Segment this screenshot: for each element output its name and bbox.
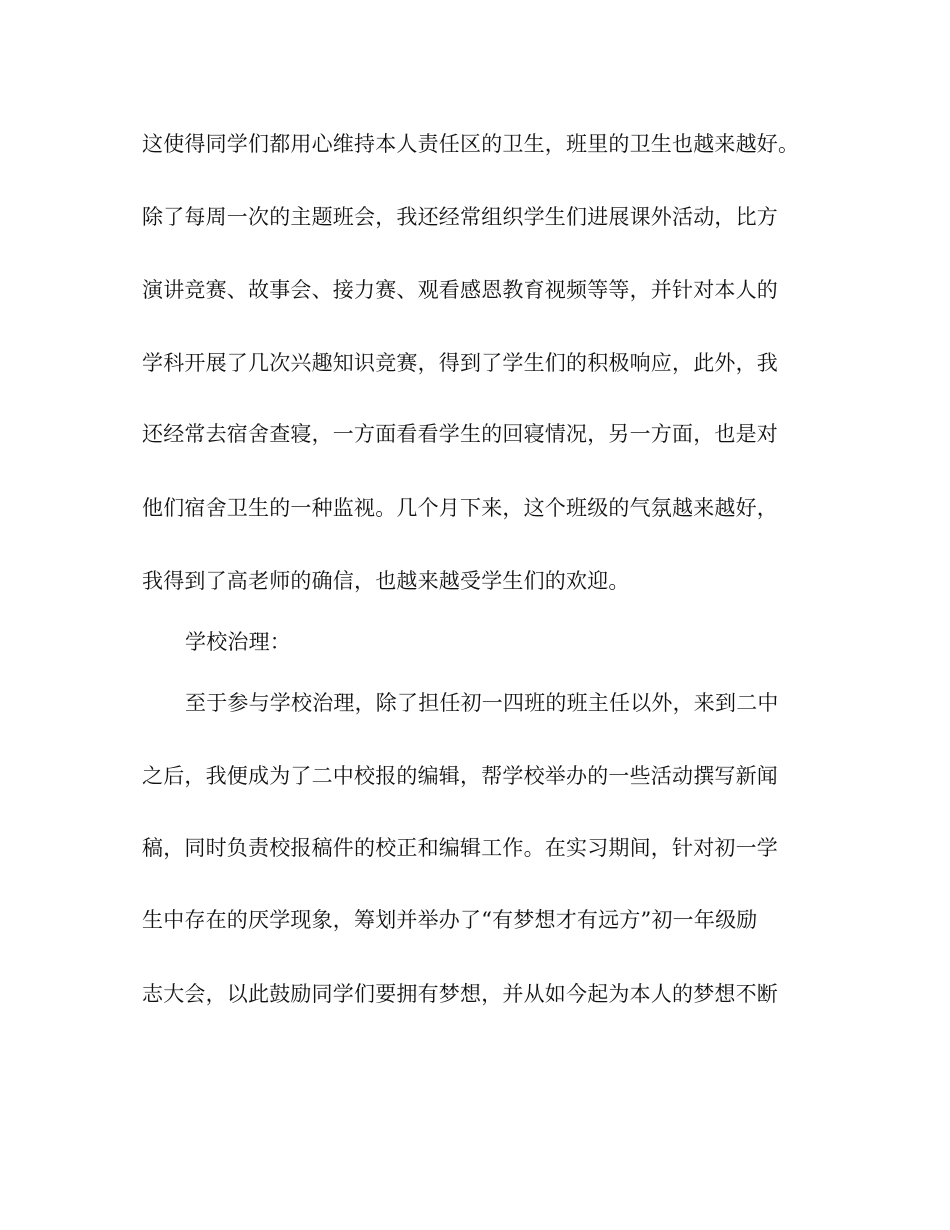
text-line-6: 他们宿舍卫生的一种监视。几个月下来，这个班级的气氛越来越好，: [142, 496, 778, 520]
text-line-7: 我得到了高老师的确信，也越来越受学生们的欢迎。: [142, 569, 630, 593]
text-line-13: 志大会，以此鼓励同学们要拥有梦想，并从如今起为本人的梦想不断: [142, 982, 778, 1006]
text-line-11: 稿，同时负责校报稿件的校正和编辑工作。在实习期间，针对初一学: [142, 836, 778, 860]
text-line-12: 生中存在的厌学现象，筹划并举办了“有梦想才有远方”初一年级励: [142, 908, 758, 932]
text-line-10: 之后，我便成为了二中校报的编辑，帮学校举办的一些活动撰写新闻: [142, 764, 778, 788]
text-line-1: 这使得同学们都用心维持本人责任区的卫生，班里的卫生也越来越好。: [142, 132, 800, 156]
section-heading-school-management: 学校治理：: [185, 630, 291, 654]
text-line-3: 演讲竞赛、故事会、接力赛、观看感恩教育视频等等，并针对本人的: [142, 278, 778, 302]
text-line-2: 除了每周一次的主题班会，我还经常组织学生们进展课外活动，比方: [142, 205, 778, 229]
text-line-4: 学科开展了几次兴趣知识竞赛，得到了学生们的积极响应，此外，我: [142, 351, 778, 375]
text-line-9: 至于参与学校治理，除了担任初一四班的班主任以外，来到二中: [185, 691, 779, 715]
text-line-5: 还经常去宿舍查寝，一方面看看学生的回寝情况，另一方面，也是对: [142, 422, 778, 446]
